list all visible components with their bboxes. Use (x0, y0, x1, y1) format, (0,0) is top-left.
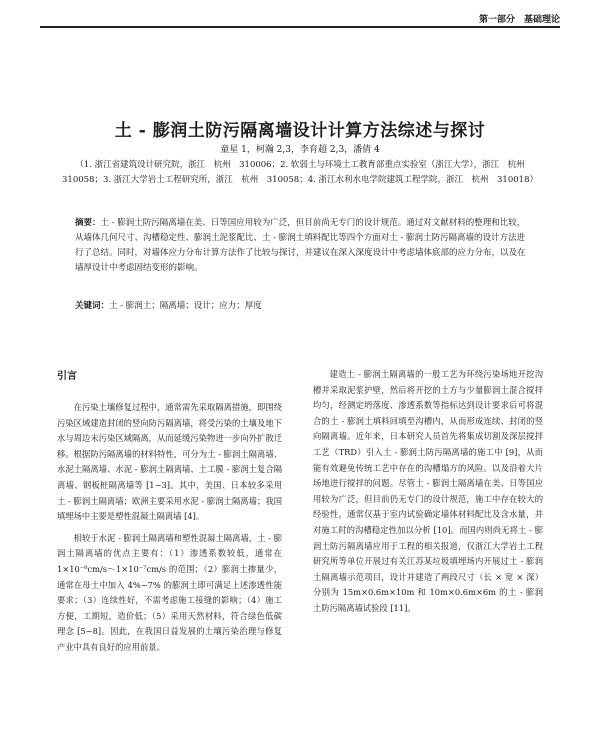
abstract-label: 摘要： (75, 218, 101, 228)
intro-paragraph: 建造土 - 膨润土隔离墙的一般工艺为环绕污染场地开挖沟槽并采取泥浆护壁，然后将开挖的土方与少量膨润土混合搅拌均匀，经测定坍落度、渗透系数等指标达到设计要求后可将混合的土 - 膨润土填料回填至沟槽内，从而形成连续、封闭的竖向隔离墙。近年来，日本研究人员首先将集成切割及深层搅拌工艺（TRD）引入土 - 膨润土防污隔离墙的施工中 [9]，从而能有效避免传统工艺中存在的沟槽塌方的风险。以及沿着大片场地进行搅拌的问题。尽管土 - 膨润土隔离墙在美、日等国应用较为广泛，但目前仍无专门的设计规范，施工中存在较大的经验性，通常仅基于室内试验确定墙体材料配比及含水量，并对施工时的沟槽稳定性加以分析 [10]。而国内则尚无将土 - 膨润土防污隔离墙应用于工程的相关报道，仅浙江大学岩土工程研究所等单位开展过有关江苏某垃圾填埋场内开展过土 - 膨润土隔离墙示范项目，设计并建造了两段尺寸（长 × 宽 × 深）分别为 15m×0.6m×10m 和 10m×0.6m×6m 的土 - 膨润土防污隔离墙试验段 [11]。 (313, 369, 543, 613)
keywords (75, 299, 530, 311)
abstract-text: 土 - 膨润土防污隔离墙在美、日等国应用较为广泛，但目前尚无专门的设计规范。通过对文献材料的整理和比较，从墙体几何尺寸、沟槽稳定性、膨润土泥浆配比、土 - 膨润土填料配比等四个方面对土 - 膨润土防污隔离墙的设计方法进行了总结。同时，对墙体应力分布计算方法作了比较与探讨，并建议在深入深度设计中考虑墙体底部的应力分布，以及在墙厚设计中考虑固结变形的影响。 (75, 218, 526, 273)
right-column (313, 367, 543, 623)
intro-paragraph: 相较于水泥 - 膨润土隔离墙和塑性混凝土隔离墙，土 - 膨润土隔离墙的优点主要有：（1）渗透系数较低，通常在 1×10⁻⁸cm/s～1×10⁻⁷cm/s 的范围；（2）膨润土掺量少，通常在母土中加入 4%~7% 的膨润土即可满足上述渗透性能要求；（3）连续性好，不需考虑施工接缝的影响；（4）施工方便，工期短，造价低；（5）采用天然材料，符合绿色低碳理念 [5~8]。因此，在我国日益发展的土壤污染治理与修复产业中具有良好的应用前景。 (57, 532, 282, 652)
abstract (75, 216, 530, 276)
running-header: 第一部分 基础理论 (478, 15, 560, 25)
keywords-text: 土 - 膨润土；隔离墙；设计；应力；厚度 (109, 301, 262, 311)
section-heading-intro: 引言 (57, 371, 77, 382)
paper-title: 土 - 膨润土防污隔离墙设计计算方法综述与探讨 (114, 121, 486, 141)
authors: 童星 1，柯瀚 2,3，李育超 2,3，潘倩 4 (220, 145, 380, 155)
intro-paragraph: 在污染土壤修复过程中，通常需先采取隔离措施，即围绕污染区域建造封闭的竖向防污隔离墙，将受污染的土壤及地下水与周边未污染区域隔离，从而延缓污染物进一步向外扩散迁移。根据防污隔离墙的材料特性，可分为土 - 膨润土隔离墙、水泥土隔离墙、水泥 - 膨润土隔离墙、土工膜 - 膨润土复合隔离墙、钢板桩隔离墙等 [1~3]。其中，美国、日本较多采用土 - 膨润土隔离墙；欧洲主要采用水泥 - 膨润土隔离墙；我国填埋场中主要是塑性混凝土隔离墙 [4]。 (57, 402, 282, 522)
header-rule (40, 26, 560, 28)
left-column (57, 367, 282, 662)
keywords-label: 关键词： (75, 301, 110, 311)
affiliations: （1. 浙江省建筑设计研究院，浙江 杭州 310006；2. 软弱土与环境土工教育部重点实验室（浙江大学），浙江 杭州 310058；3. 浙江大学岩土工程研究所，浙江 杭州 310058；4. 浙江水利水电学院建筑工程学院，浙江 杭州 310018） (62, 160, 538, 185)
